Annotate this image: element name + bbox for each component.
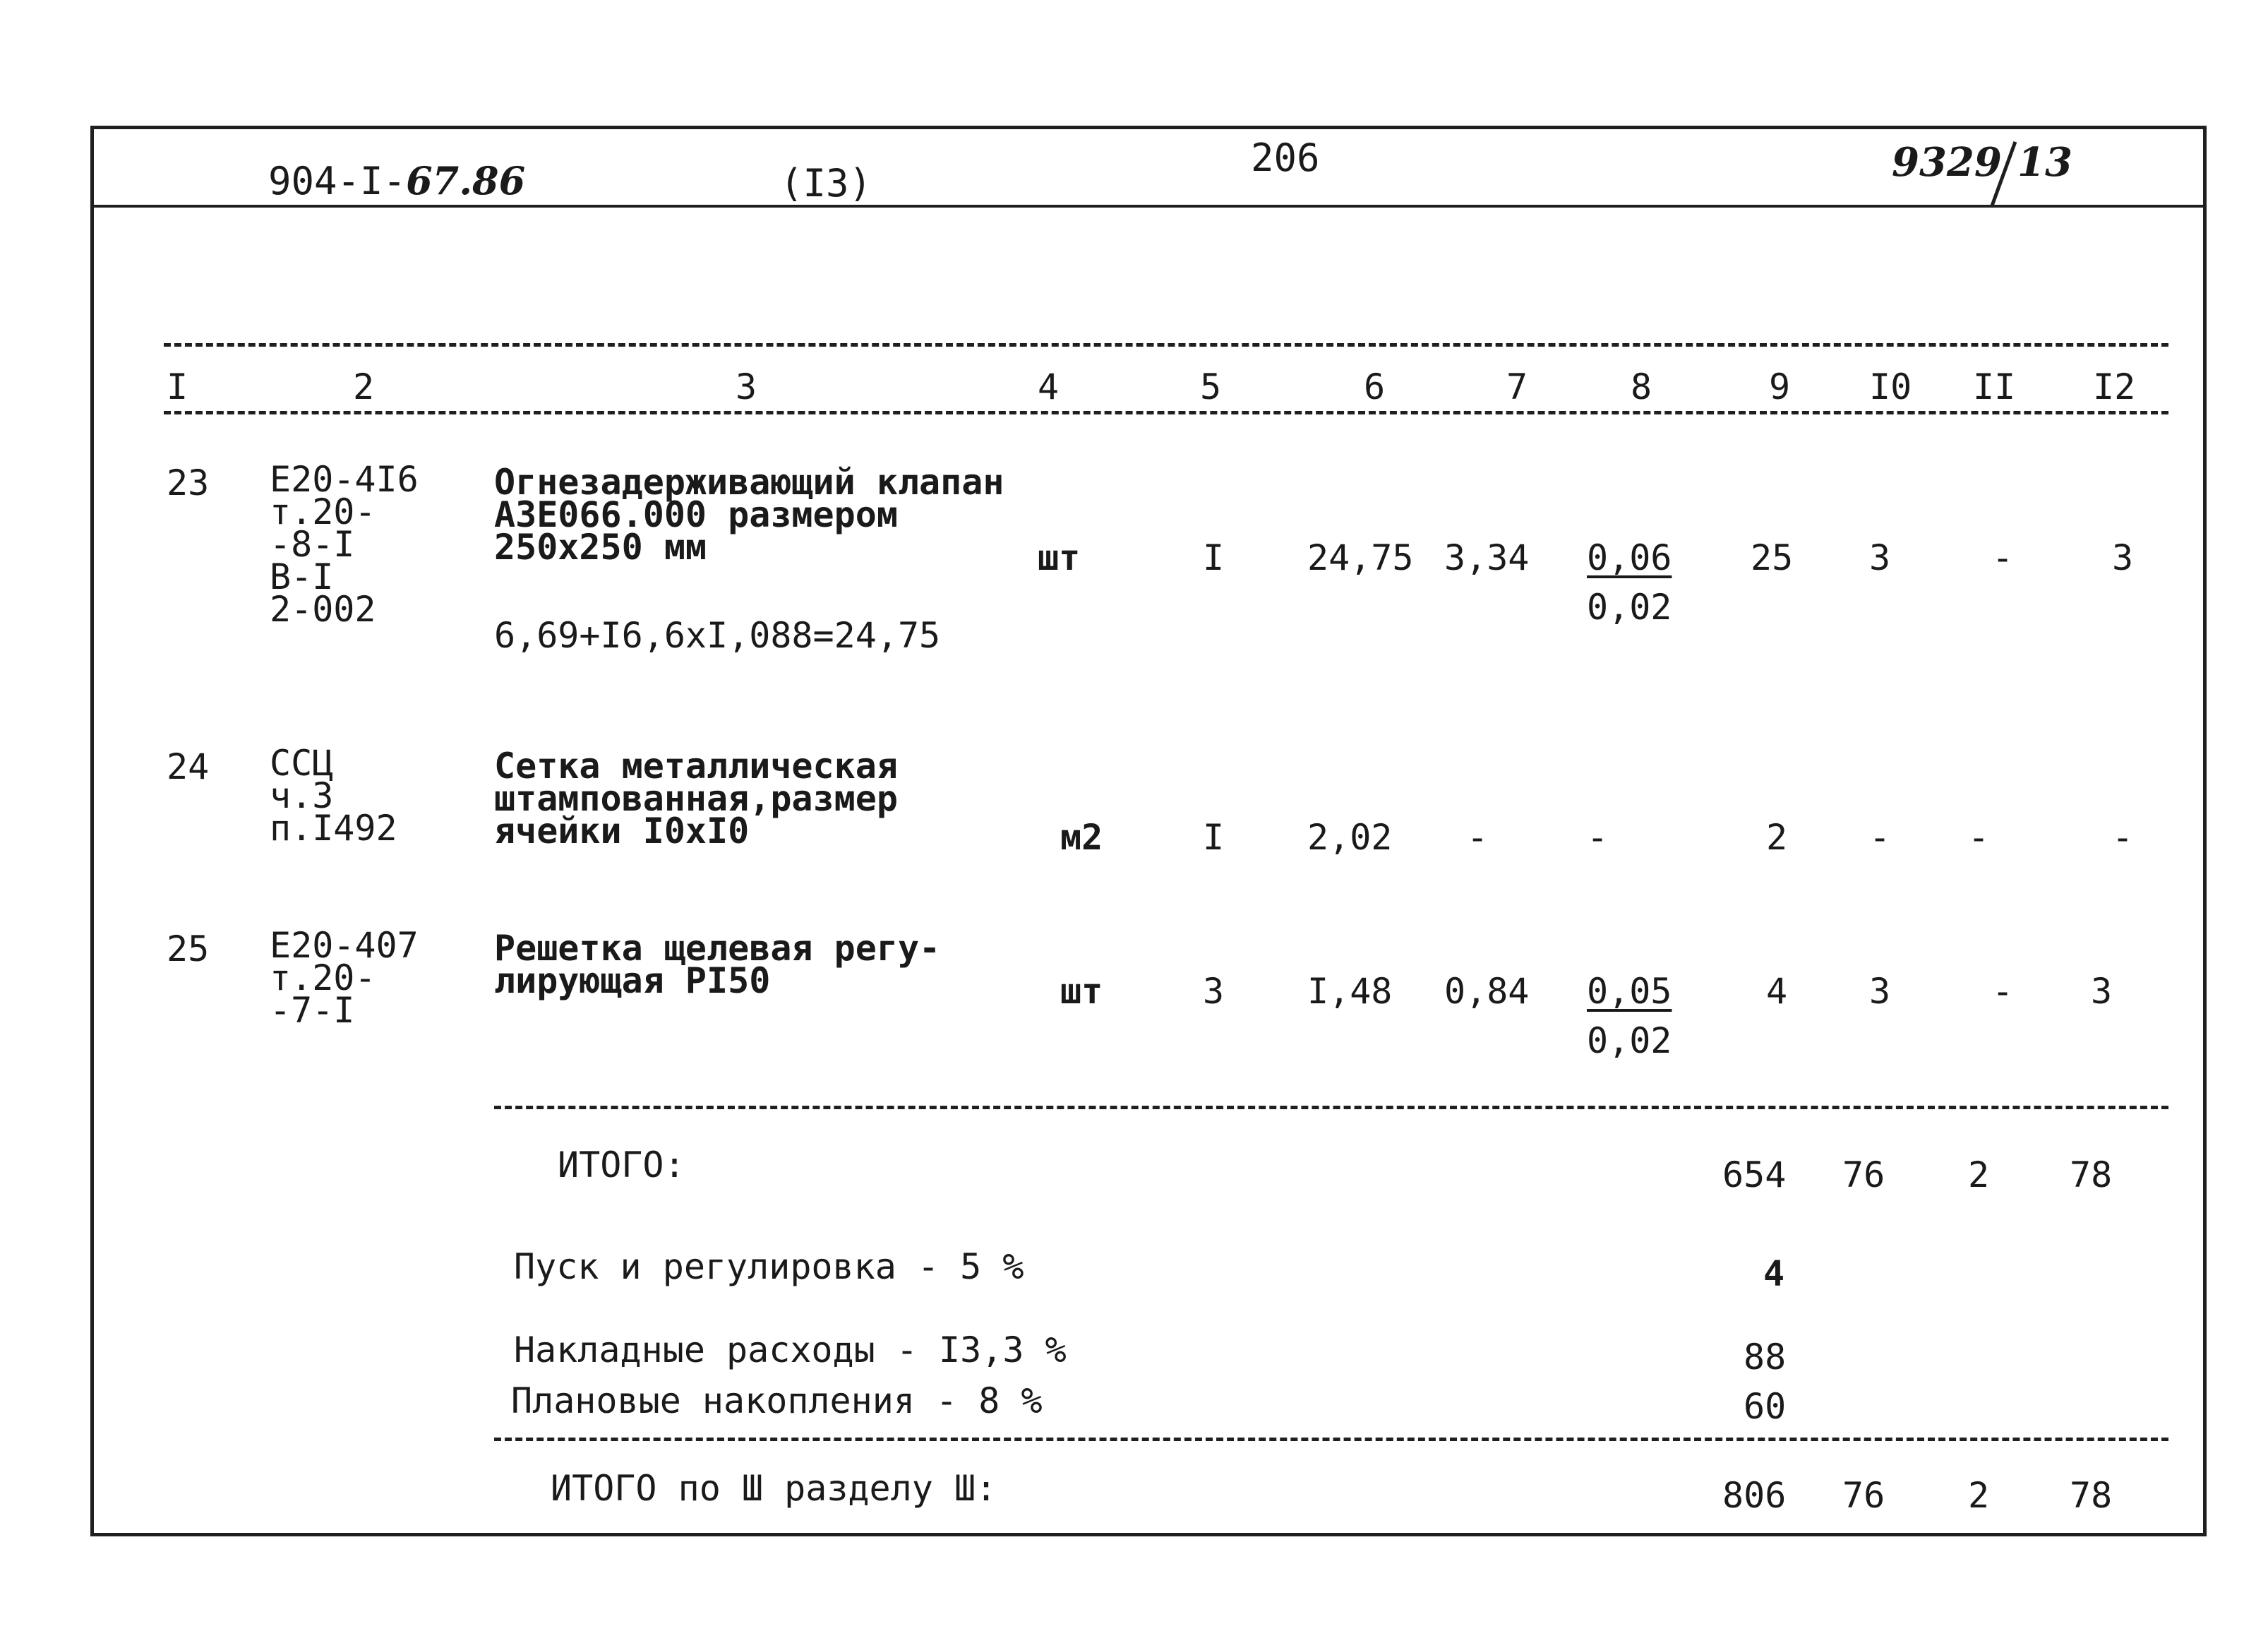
row-23-c7: 3,34 xyxy=(1444,537,1530,578)
itogo-c12: 78 xyxy=(2070,1154,2113,1195)
nakl-value: 88 xyxy=(1744,1337,1787,1378)
pusk-label: Пуск и регулировка - 5 % xyxy=(514,1246,1024,1287)
col-9-header: 9 xyxy=(1769,366,1791,407)
plan-value: 60 xyxy=(1744,1386,1787,1427)
row-24-c8: - xyxy=(1587,817,1609,858)
row-24-desc: Сетка металлическая штампованная,размер ячейки I0хI0 xyxy=(494,746,898,852)
row-23-desc: Огнезадерживающий клапан АЗЕ066.000 размером 250х250 мм xyxy=(494,462,1004,568)
section-c9: 806 xyxy=(1722,1475,1787,1516)
pusk-value: 4 xyxy=(1763,1253,1785,1294)
col-4-header: 4 xyxy=(1038,366,1060,407)
section-dashed-rule xyxy=(494,1438,2168,1441)
col-5-header: 5 xyxy=(1200,366,1222,407)
doc-number-suffix: 67.86 xyxy=(406,158,526,203)
row-24-qty: I xyxy=(1203,817,1225,858)
row-25-qty: 3 xyxy=(1203,971,1225,1012)
row-23-code: Е20-4I6 т.20- -8-I В-I 2-002 xyxy=(270,459,419,630)
row-23-c9: 25 xyxy=(1751,537,1794,578)
section-c10: 76 xyxy=(1842,1475,1885,1516)
header-rule xyxy=(94,205,2203,208)
row-25-num: 25 xyxy=(167,928,210,969)
row-23-num: 23 xyxy=(167,462,210,503)
section-c12: 78 xyxy=(2070,1475,2113,1516)
section-total-label: ИТОГО по Ш разделу Ш: xyxy=(551,1468,997,1509)
itogo-label: ИТОГО: xyxy=(558,1145,685,1185)
row-25-desc: Решетка щелевая регу- лирующая РI50 xyxy=(494,928,941,1001)
plan-label: Плановые накопления - 8 % xyxy=(511,1380,1043,1421)
col-8-header: 8 xyxy=(1631,366,1652,407)
itogo-c9: 654 xyxy=(1722,1154,1787,1195)
row-25-code: Е20-407 т.20- -7-I xyxy=(270,925,419,1031)
doc-number-prefix: 904-I- xyxy=(268,159,407,203)
row-24-num: 24 xyxy=(167,746,210,787)
row-24-c10: - xyxy=(1869,817,1891,858)
row-25-c9: 4 xyxy=(1766,971,1788,1012)
row-23-c8-bottom: 0,02 xyxy=(1587,587,1672,628)
row-25-c11: - xyxy=(1992,971,2014,1012)
row-24-unit: м2 xyxy=(1060,817,1103,858)
row-24-c7: - xyxy=(1467,817,1489,858)
row-24-c6: 2,02 xyxy=(1307,817,1393,858)
col-11-header: II xyxy=(1973,366,2016,407)
ref-left: 9329 xyxy=(1892,139,2002,186)
col-6-header: 6 xyxy=(1364,366,1386,407)
row-25-c12: 3 xyxy=(2091,971,2113,1012)
header-dashed-rule xyxy=(164,411,2168,414)
page-number: 206 xyxy=(1251,136,1320,180)
row-23-c8-top: 0,06 xyxy=(1587,537,1672,578)
row-23-c10: 3 xyxy=(1869,537,1891,578)
col-3-header: 3 xyxy=(736,366,757,407)
col-12-header: I2 xyxy=(2093,366,2136,407)
nakl-label: Накладные расходы - I3,3 % xyxy=(514,1330,1067,1370)
row-24-c12: - xyxy=(2112,817,2134,858)
totals-dashed-rule xyxy=(494,1106,2168,1109)
sheet-label: (I3) xyxy=(780,161,872,205)
row-23-c12: 3 xyxy=(2112,537,2134,578)
row-23-calc: 6,69+I6,6хI,088=24,75 xyxy=(494,615,941,656)
row-23-c6: 24,75 xyxy=(1307,537,1414,578)
itogo-c10: 76 xyxy=(1842,1154,1885,1195)
row-24-c9: 2 xyxy=(1766,817,1788,858)
col-2-header: 2 xyxy=(353,366,375,407)
row-24-code: ССЦ ч.3 п.I492 xyxy=(270,743,397,849)
section-c11: 2 xyxy=(1968,1475,1990,1516)
table-top-dashed-rule xyxy=(164,343,2168,347)
row-25-c6: I,48 xyxy=(1307,971,1393,1012)
row-25-c7: 0,84 xyxy=(1444,971,1530,1012)
row-25-c8-top: 0,05 xyxy=(1587,971,1672,1012)
row-24-c11: - xyxy=(1968,817,1990,858)
col-1-header: I xyxy=(167,366,188,407)
ref-right: 13 xyxy=(2017,139,2072,186)
row-25-unit: шт xyxy=(1060,971,1103,1012)
row-23-qty: I xyxy=(1203,537,1225,578)
col-7-header: 7 xyxy=(1506,366,1528,407)
col-10-header: I0 xyxy=(1869,366,1912,407)
itogo-c11: 2 xyxy=(1968,1154,1990,1195)
row-23-unit: шт xyxy=(1038,537,1081,578)
row-23-c11: - xyxy=(1992,537,2014,578)
row-25-c10: 3 xyxy=(1869,971,1891,1012)
row-25-c8-bottom: 0,02 xyxy=(1587,1020,1672,1061)
doc-number xyxy=(268,158,526,203)
